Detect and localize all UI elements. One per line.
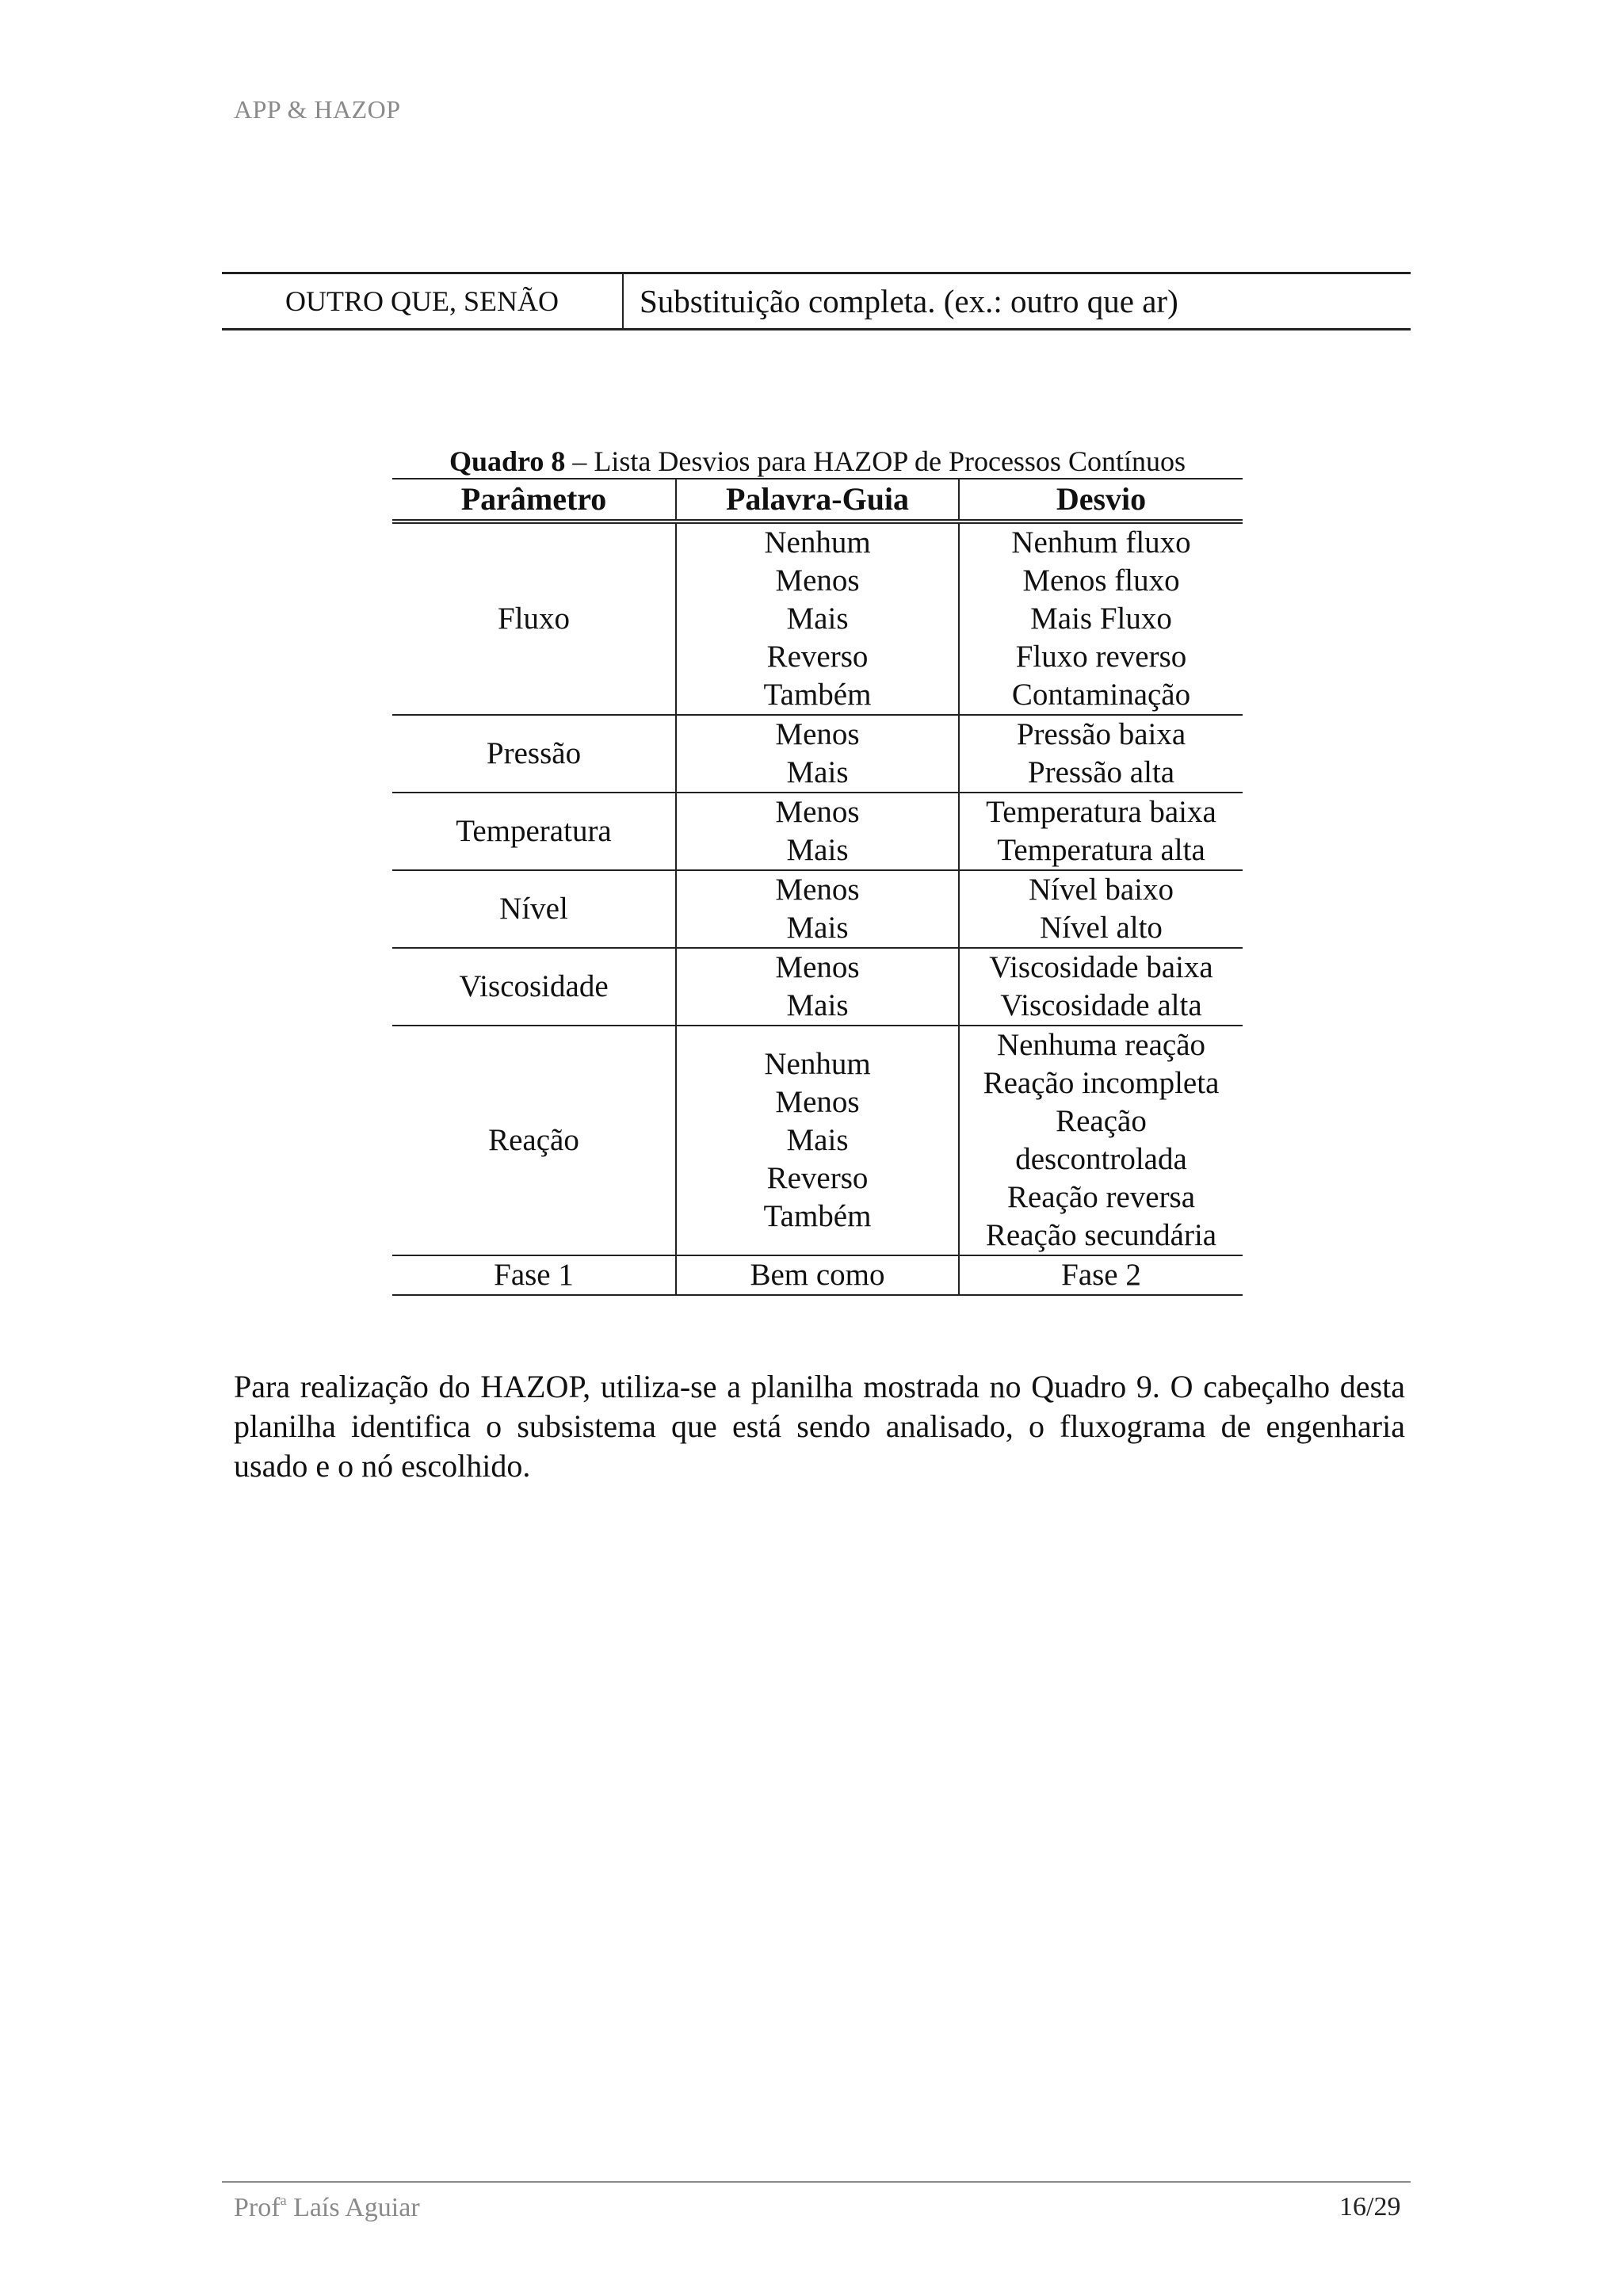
desvio-line: Nível baixo xyxy=(1028,873,1174,907)
palavra-guia-line: Nenhum xyxy=(764,525,871,560)
palavra-guia-line: Mais xyxy=(786,988,849,1022)
desvio-cell-lines xyxy=(960,524,1243,714)
palavra-guia-cell xyxy=(676,1255,959,1295)
desvio-line: Pressão baixa xyxy=(1016,717,1186,751)
palavra-guia-line: Menos xyxy=(775,717,860,751)
palavra-guia-cell-lines xyxy=(677,716,958,792)
table-row xyxy=(392,948,1243,1026)
desvio-line: Contaminação xyxy=(1011,678,1191,712)
palavra-guia-cell xyxy=(676,948,959,1026)
palavra-guia-line: Mais xyxy=(786,1123,849,1157)
desvio-cell xyxy=(959,1026,1243,1255)
desvio-cell-lines xyxy=(960,1256,1243,1294)
palavra-guia-line: Menos xyxy=(775,1085,860,1119)
desvio-cell xyxy=(959,521,1243,715)
desvio-line: Reação reversa xyxy=(1006,1180,1196,1214)
table-row xyxy=(392,870,1243,948)
parametro-cell: Temperatura xyxy=(392,793,676,870)
table-row xyxy=(392,793,1243,870)
desvio-line: Reação secundária xyxy=(985,1218,1217,1252)
palavra-guia-cell xyxy=(676,870,959,948)
quadro8-header-row xyxy=(392,479,1243,521)
continued-table-right-cell: Substituição completa. (ex.: outro que ar) xyxy=(640,283,1178,319)
running-header: APP & HAZOP xyxy=(234,95,401,124)
palavra-guia-line: Reverso xyxy=(766,640,869,674)
palavra-guia-line: Menos xyxy=(775,795,860,829)
footer-page-number: 16/29 xyxy=(1339,2192,1401,2222)
table-row xyxy=(392,1255,1243,1295)
desvio-line: Fase 2 xyxy=(1061,1258,1141,1292)
desvio-line: Mais Fluxo xyxy=(1030,602,1172,636)
table-row xyxy=(392,521,1243,715)
parametro-cell: Fase 1 xyxy=(392,1255,676,1295)
desvio-cell-lines xyxy=(960,1026,1243,1255)
desvio-line: Reação xyxy=(1056,1104,1147,1138)
desvio-line: descontrolada xyxy=(1015,1142,1187,1176)
footer-author-name: Laís Aguiar xyxy=(286,2193,420,2222)
palavra-guia-line: Também xyxy=(763,678,872,712)
desvio-cell-lines xyxy=(960,949,1243,1025)
desvio-line: Fluxo reverso xyxy=(1015,640,1187,674)
footer-divider xyxy=(222,2181,1411,2183)
palavra-guia-cell-lines xyxy=(677,1045,958,1236)
desvio-line: Menos fluxo xyxy=(1022,563,1180,598)
footer-author-prefix: Prof xyxy=(234,2193,281,2222)
palavra-guia-cell xyxy=(676,1026,959,1255)
quadro8-caption-text: – Lista Desvios para HAZOP de Processos Contínuos xyxy=(565,445,1186,477)
palavra-guia-cell-lines xyxy=(677,871,958,947)
palavra-guia-line: Mais xyxy=(786,602,849,636)
desvio-line: Temperatura baixa xyxy=(986,795,1216,829)
parametro-cell: Viscosidade xyxy=(392,948,676,1026)
quadro8-body xyxy=(392,521,1243,1295)
column-header-desvio: Desvio xyxy=(959,479,1243,521)
parametro-cell: Nível xyxy=(392,870,676,948)
desvio-line: Viscosidade alta xyxy=(1000,988,1202,1022)
desvio-line: Nível alto xyxy=(1040,911,1163,945)
palavra-guia-cell-lines xyxy=(677,793,958,869)
table-row xyxy=(392,1026,1243,1255)
palavra-guia-line: Mais xyxy=(786,833,849,867)
palavra-guia-cell xyxy=(676,793,959,870)
footer-author-sup: a xyxy=(280,2192,287,2208)
column-header-palavra-guia: Palavra-Guia xyxy=(676,479,959,521)
desvio-cell-lines xyxy=(960,871,1243,947)
quadro8-caption xyxy=(392,442,1243,480)
desvio-cell xyxy=(959,793,1243,870)
desvio-line: Nenhuma reação xyxy=(996,1028,1206,1062)
desvio-cell xyxy=(959,715,1243,793)
palavra-guia-cell-lines xyxy=(677,949,958,1025)
column-header-parametro: Parâmetro xyxy=(392,479,676,521)
quadro8-caption-label: Quadro 8 xyxy=(449,445,566,477)
table-row xyxy=(392,715,1243,793)
desvio-line: Temperatura alta xyxy=(997,833,1205,867)
palavra-guia-line: Reverso xyxy=(766,1161,869,1195)
parametro-cell: Reação xyxy=(392,1026,676,1255)
desvio-cell xyxy=(959,1255,1243,1295)
desvio-line: Pressão alta xyxy=(1027,755,1175,789)
palavra-guia-cell xyxy=(676,521,959,715)
desvio-line: Viscosidade baixa xyxy=(989,950,1213,984)
quadro8-table xyxy=(392,478,1243,1296)
desvio-line: Nenhum fluxo xyxy=(1011,525,1191,560)
palavra-guia-line: Mais xyxy=(786,911,849,945)
body-paragraph: Para realização do HAZOP, utiliza-se a planilha mostrada no Quadro 9. O cabeçalho desta planilha identifica o subsistema que está sendo analisado, o fluxograma de engenharia usado e o nó escolhido. xyxy=(234,1369,1405,1484)
palavra-guia-cell xyxy=(676,715,959,793)
palavra-guia-line: Mais xyxy=(786,755,849,789)
desvio-cell-lines xyxy=(960,716,1243,792)
desvio-line: Reação incompleta xyxy=(983,1066,1220,1100)
continued-table-row xyxy=(222,272,1411,330)
desvio-cell xyxy=(959,870,1243,948)
parametro-cell: Fluxo xyxy=(392,521,676,715)
palavra-guia-cell-lines xyxy=(677,1256,958,1294)
desvio-cell xyxy=(959,948,1243,1026)
footer-author xyxy=(234,2192,420,2223)
desvio-cell-lines xyxy=(960,793,1243,869)
palavra-guia-line: Também xyxy=(763,1199,872,1233)
continued-table-left-cell: OUTRO QUE, SENÃO xyxy=(222,274,624,328)
parametro-cell: Pressão xyxy=(392,715,676,793)
palavra-guia-line: Bem como xyxy=(750,1258,885,1292)
palavra-guia-cell-lines xyxy=(677,524,958,714)
palavra-guia-line: Menos xyxy=(775,563,860,598)
palavra-guia-line: Menos xyxy=(775,950,860,984)
palavra-guia-line: Menos xyxy=(775,873,860,907)
palavra-guia-line: Nenhum xyxy=(764,1047,871,1081)
